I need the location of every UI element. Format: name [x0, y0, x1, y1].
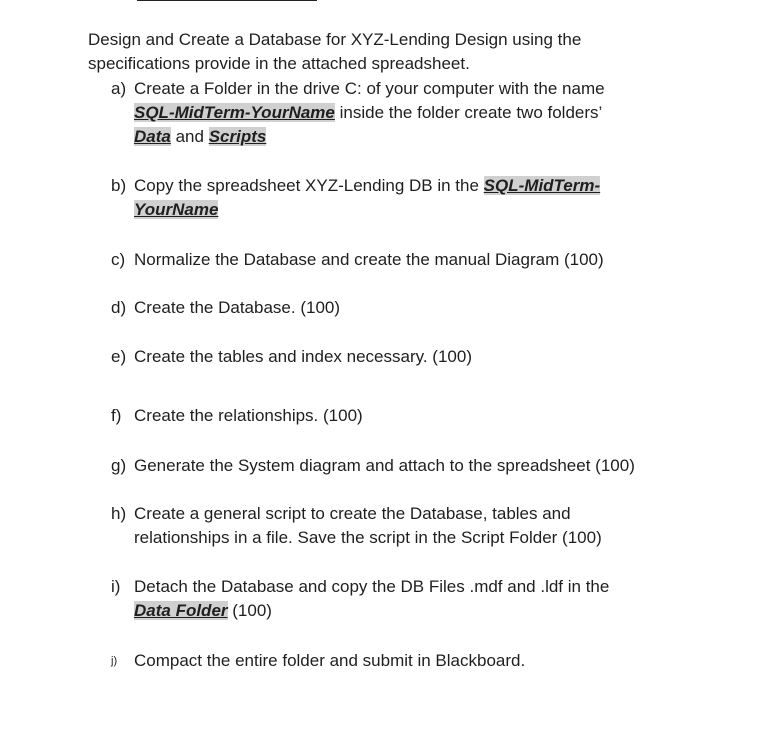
item-h-text-1: Create a general script to create the Database, tables and	[134, 504, 571, 523]
list-item-h	[111, 502, 711, 550]
scripts-folder-highlight: Scripts	[208, 127, 267, 146]
top-rule	[137, 0, 317, 1]
item-i-text-1: Detach the Database and copy the DB Files .mdf and .ldf in the	[134, 577, 610, 596]
item-a-text-1: Create a Folder in the drive C: of your computer with the name	[134, 79, 605, 98]
item-a-text-2: inside the folder create two folders’	[339, 103, 603, 122]
list-item-e	[111, 345, 711, 369]
data-folder-highlight-i: Data Folder	[134, 601, 228, 620]
list-item-d	[111, 296, 711, 320]
item-g-text: Generate the System diagram and attach to the spreadsheet (100)	[134, 456, 635, 475]
intro-line-1: Design and Create a Database for XYZ-Lending Design using the	[88, 30, 582, 49]
list-item-c	[111, 248, 711, 272]
item-e-text: Create the tables and index necessary. (100)	[134, 347, 472, 366]
folder-name-highlight: SQL-MidTerm-YourName	[134, 103, 335, 122]
intro-paragraph	[88, 28, 688, 76]
item-j-text: Compact the entire folder and submit in Blackboard.	[134, 651, 526, 670]
list-item-b	[111, 174, 711, 222]
list-marker: g)	[111, 456, 127, 475]
folder-name-highlight-b1: SQL-MidTerm-	[483, 176, 601, 195]
intro-line-2: specifications provide in the attached spreadsheet.	[88, 54, 470, 73]
list-marker: i)	[111, 577, 121, 596]
list-item-i	[111, 575, 711, 623]
list-marker: c)	[111, 250, 126, 269]
folder-name-highlight-b2: YourName	[134, 200, 219, 219]
list-marker: f)	[111, 406, 122, 425]
list-item-j	[111, 649, 711, 673]
list-item-f	[111, 404, 711, 428]
item-b-text-1: Copy the spreadsheet XYZ-Lending DB in the	[134, 176, 479, 195]
list-item-g	[111, 454, 711, 478]
list-marker: b)	[111, 176, 127, 195]
list-marker: a)	[111, 79, 127, 98]
list-marker: h)	[111, 504, 127, 523]
list-marker: j)	[111, 655, 118, 667]
item-h-text-2: relationships in a file. Save the script in the Script Folder (100)	[134, 528, 602, 547]
item-f-text: Create the relationships. (100)	[134, 406, 363, 425]
list-marker: d)	[111, 298, 127, 317]
item-a-text-3: and	[175, 127, 204, 146]
item-c-text: Normalize the Database and create the manual Diagram (100)	[134, 250, 604, 269]
list-item-a	[111, 77, 711, 149]
list-marker: e)	[111, 347, 127, 366]
data-folder-highlight: Data	[134, 127, 171, 146]
item-d-text: Create the Database. (100)	[134, 298, 341, 317]
item-i-text-2: (100)	[232, 601, 272, 620]
